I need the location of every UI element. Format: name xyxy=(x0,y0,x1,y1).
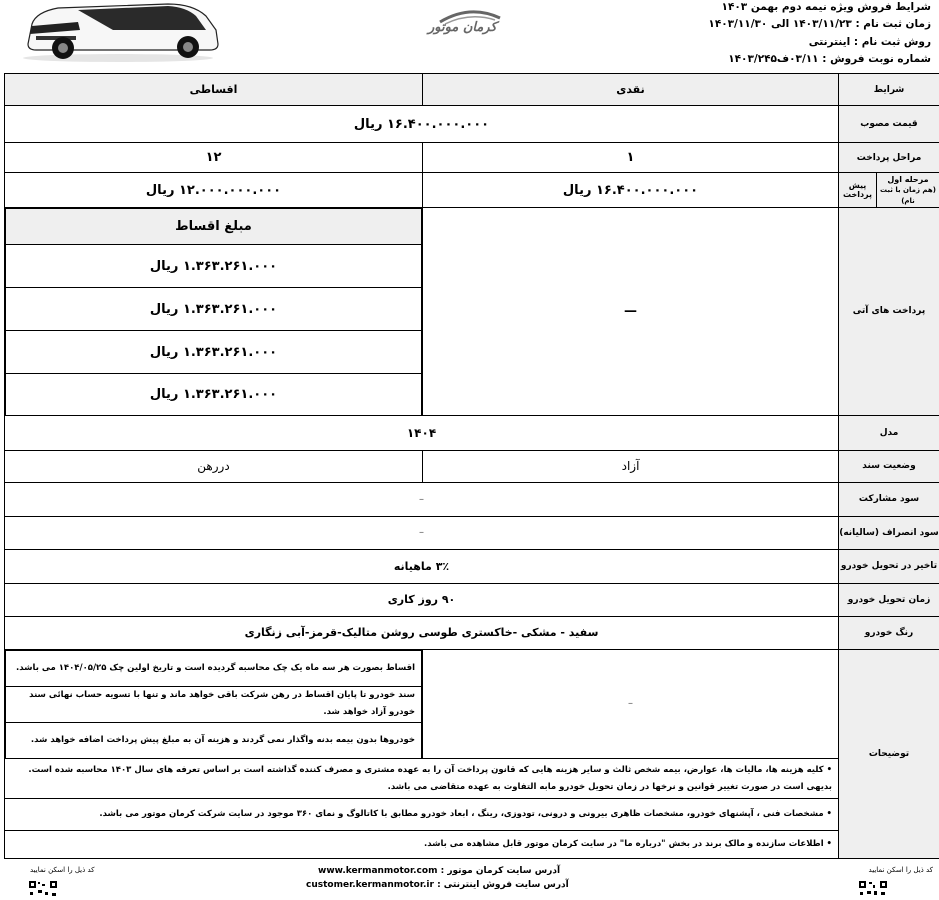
document-status-cash: آزاد xyxy=(423,450,839,482)
prepayment-cash: ۱۶.۴۰۰.۰۰۰.۰۰۰ ریال xyxy=(423,173,839,208)
delivery-delay-value: ۳٪ ماهیانه xyxy=(5,549,839,583)
cancellation-profit-value: – xyxy=(5,516,839,549)
note-installment-1: اقساط بصورت هر سه ماه یک چک محاسبه گردیده است و تاریخ اولین چک ۱۴۰۴/۰۵/۲۵ می باشد. xyxy=(6,650,422,686)
footer-site-url[interactable]: www.kermanmotor.com xyxy=(318,866,438,876)
installment-amount: ۱.۳۶۳.۲۶۱.۰۰۰ ریال xyxy=(6,245,422,288)
head-cash: نقدی xyxy=(423,74,839,106)
footer-sales-line xyxy=(306,880,569,890)
delivery-time-value: ۹۰ روز کاری xyxy=(5,583,839,616)
payment-stages-label: مراحل پرداخت xyxy=(839,143,939,173)
footer-site-line xyxy=(318,866,560,876)
delivery-time-label: زمان تحویل خودرو xyxy=(839,583,939,616)
model-label: مدل xyxy=(839,415,939,450)
model-value: ۱۴۰۴ xyxy=(5,415,839,450)
delivery-delay-label: تاخیر در تحویل خودرو xyxy=(839,549,939,583)
cancellation-profit-label: سود انصراف (سالیانه) xyxy=(839,516,939,549)
header-register-method: روش ثبت نام : اینترنتی xyxy=(808,36,931,48)
installment-amount: ۱.۳۶۳.۲۶۱.۰۰۰ ریال xyxy=(6,331,422,374)
head-conditions: شرایط xyxy=(839,74,939,106)
approved-price-label: قیمت مصوب xyxy=(839,106,939,143)
prepayment-label xyxy=(839,173,939,208)
header-title: شرایط فروش ویژه نیمه دوم بهمن ۱۴۰۳ xyxy=(721,1,931,13)
notes-label: توضیحات xyxy=(839,649,939,859)
notes-cash: – xyxy=(423,649,839,759)
document-status-installment: دررهن xyxy=(5,450,423,482)
installments-cell xyxy=(5,208,423,416)
footer-sales-label: آدرس سایت فروش اینترنتی : xyxy=(437,880,569,890)
note-installment-3: خودروها بدون بیمه بدنه واگذار نمی گردند و هزینه آن به مبلغ پیش پرداخت اضافه خواهد شد. xyxy=(6,722,422,758)
participation-profit-value: – xyxy=(5,482,839,516)
prepayment-installment: ۱۲.۰۰۰.۰۰۰.۰۰۰ ریال xyxy=(5,173,423,208)
prepayment-stage-note: (هم زمان با ثبت نام) xyxy=(880,185,936,205)
qr-code-left-icon[interactable] xyxy=(28,880,58,900)
prepayment-stage-label: مرحله اول xyxy=(887,174,929,184)
logo-text: کرمان موتور xyxy=(428,20,497,35)
participation-profit-label: سود مشارکت xyxy=(839,482,939,516)
footer-sales-url[interactable]: customer.kermanmotor.ir xyxy=(306,880,434,890)
note-installment-2: سند خودرو تا پایان اقساط در رهن شرکت باقی خواهد ماند و تنها با تسویه حساب نهائی سند خودرو آزاد خواهد شد. xyxy=(6,686,422,722)
payment-stages-installment: ۱۲ xyxy=(5,143,423,173)
footer-scan-left: کد ذیل را اسکن نمایید xyxy=(30,866,95,874)
qr-code-right-icon[interactable] xyxy=(858,880,888,900)
header-register-time: زمان ثبت نام : ۱۴۰۳/۱۱/۲۳ الی ۱۴۰۳/۱۱/۳۰ xyxy=(708,18,931,30)
future-payments-cash: — xyxy=(423,208,839,416)
note-general-2: • مشخصات فنی ، آپشنهای خودرو، مشخصات ظاهری بیرونی و درونی، تودوزی، رینگ ، ابعاد خودرو مطابق با کاتالوگ و نمای ۳۶۰ موجود در سایت شرکت کرمان موتور می باشد. xyxy=(5,799,839,831)
footer-scan-right: کد ذیل را اسکن نمایید xyxy=(868,866,933,874)
footer-site-label: آدرس سایت کرمان موتور : xyxy=(440,866,561,876)
sale-conditions-table xyxy=(4,73,939,859)
head-installment: اقساطی xyxy=(5,74,423,106)
color-label: رنگ خودرو xyxy=(839,616,939,649)
approved-price-value: ۱۶.۴۰۰.۰۰۰.۰۰۰ ریال xyxy=(5,106,839,143)
document-status-label: وضعیت سند xyxy=(839,450,939,482)
kerman-motor-logo xyxy=(420,6,520,46)
installment-amount: ۱.۳۶۳.۲۶۱.۰۰۰ ریال xyxy=(6,374,422,415)
header-sale-number: شماره نوبت فروش : ۰۳/۱۱ف۱۴۰۳/۲۴۵ xyxy=(728,53,931,65)
prepayment-outer-label: پیش پرداخت xyxy=(842,181,873,199)
installment-amount: ۱.۳۶۳.۲۶۱.۰۰۰ ریال xyxy=(6,288,422,331)
installments-header: مبلغ اقساط xyxy=(6,209,422,245)
notes-installment-cell xyxy=(5,649,423,759)
note-general-1: • کلیه هزینه ها، مالیات ها، عوارض، بیمه شخص ثالث و سایر هزینه هایی که قانون پرداخت آن را به عهده مشتری و مصرف کننده گذاشته است بر اساس تعرفه های سال ۱۴۰۳ محاسبه شده است. بدیهی است در صورت تغییر قوانین و نرخها در زمان تحویل خودرو مابه التفاوت به عهده متقاضی می باشد. xyxy=(5,759,839,799)
future-payments-label: پرداخت های آتی xyxy=(839,208,939,416)
car-image xyxy=(18,0,223,62)
color-value: سفید - مشکی -خاکستری طوسی روشن متالیک-قرمز-آبی زنگاری xyxy=(5,616,839,649)
payment-stages-cash: ۱ xyxy=(423,143,839,173)
note-general-3: • اطلاعات سازنده و مالک برند در بخش "درباره ما" در سایت کرمان موتور قابل مشاهده می باشد. xyxy=(5,831,839,859)
